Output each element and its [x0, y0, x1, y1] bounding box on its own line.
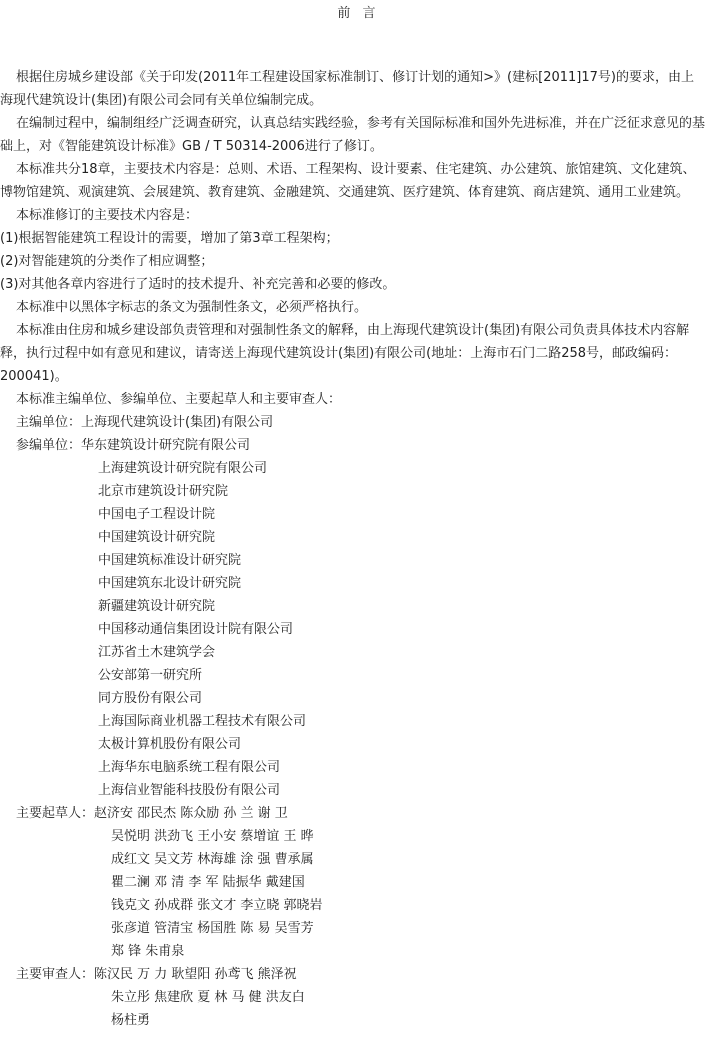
- paragraph-units-intro: 本标准主编单位、参编单位、主要起草人和主要审查人：: [16, 392, 342, 407]
- participating-unit: 公安部第一研究所: [98, 668, 203, 683]
- participating-unit: 中国建筑设计研究院: [98, 530, 216, 545]
- participating-unit: 中国电子工程设计院: [98, 507, 216, 522]
- participating-unit: 上海信业智能科技股份有限公司: [98, 783, 281, 798]
- chief-unit-label: 主编单位：: [16, 415, 82, 430]
- drafters-line: 吴悦明 洪劲飞 王小安 蔡增谊 王 晔: [111, 829, 314, 844]
- participating-unit: 上海国际商业机器工程技术有限公司: [98, 714, 307, 729]
- paragraph-mandatory: 本标准中以黑体字标志的条文为强制性条文，必须严格执行。: [16, 300, 368, 315]
- chief-unit: 上海现代建筑设计(集团)有限公司: [81, 415, 274, 430]
- paragraph-revisions-intro: 本标准修订的主要技术内容是：: [16, 208, 199, 223]
- reviewers-line: 杨柱勇: [111, 1013, 151, 1028]
- revision-item: (2)对智能建筑的分类作了相应调整；: [0, 254, 214, 269]
- participating-unit: 中国建筑东北设计研究院: [98, 576, 242, 591]
- participating-unit: 上海建筑设计研究院有限公司: [98, 461, 268, 476]
- drafters-row: [0, 802, 710, 825]
- participating-unit: 中国建筑标准设计研究院: [98, 553, 242, 568]
- paragraph-basis: 根据住房城乡建设部《关于印发(2011年工程建设国家标准制订、修订计划的通知>》(建标[2011]17号)的要求，由上海现代建筑设计(集团)有限公司会同有关单位编制完成。: [0, 70, 694, 108]
- revision-item: (1)根据智能建筑工程设计的需要，增加了第3章工程架构；: [0, 231, 339, 246]
- drafters-label: 主要起草人：: [16, 806, 95, 821]
- participating-unit: 江苏省土木建筑学会: [98, 645, 216, 660]
- drafters-line: 成红文 吴文芳 林海雄 涂 强 曹承属: [111, 852, 314, 867]
- reviewers-label: 主要审查人：: [16, 967, 95, 982]
- participating-unit: 华东建筑设计研究院有限公司: [81, 438, 251, 453]
- drafters-line: 瞿二澜 邓 清 李 军 陆振华 戴建国: [111, 875, 305, 890]
- reviewers-line: 陈汉民 万 力 耿望阳 孙鸢飞 熊泽祝: [94, 967, 297, 982]
- reviewers-line: 朱立彤 焦建欣 夏 林 马 健 洪友白: [111, 990, 305, 1005]
- drafters-line: 赵济安 邵民杰 陈众励 孙 兰 谢 卫: [94, 806, 288, 821]
- participating-unit: 新疆建筑设计研究院: [98, 599, 216, 614]
- paragraph-process: 在编制过程中，编制组经广泛调查研究，认真总结实践经验，参考有关国际标准和国外先进标准，并在广泛征求意见的基础上，对《智能建筑设计标准》GB / T 50314-2006进行了修订。: [0, 116, 706, 154]
- document-body: [0, 66, 710, 1032]
- participating-unit: 上海华东电脑系统工程有限公司: [98, 760, 281, 775]
- participating-label: 参编单位：: [16, 438, 82, 453]
- drafters-line: 张彦道 管清宝 杨国胜 陈 易 吴雪芳: [111, 921, 314, 936]
- participating-unit: 同方股份有限公司: [98, 691, 203, 706]
- paragraph-management: 本标准由住房和城乡建设部负责管理和对强制性条文的解释，由上海现代建筑设计(集团)有限公司负责具体技术内容解释，执行过程中如有意见和建议，请寄送上海现代建筑设计(集团)有限公司(地址：上海市石门二路258号，邮政编码：200041)。: [0, 323, 690, 384]
- revision-item: (3)对其他各章内容进行了适时的技术提升、补充完善和必要的修改。: [0, 277, 396, 292]
- participating-unit: 太极计算机股份有限公司: [98, 737, 242, 752]
- drafters-line: 钱克文 孙成群 张文才 李立晓 郭晓岩: [111, 898, 323, 913]
- participating-row: [0, 434, 710, 457]
- drafters-line: 郑 锋 朱甫泉: [111, 944, 185, 959]
- paragraph-chapters: 本标准共分18章，主要技术内容是：总则、术语、工程架构、设计要素、住宅建筑、办公建筑、旅馆建筑、文化建筑、博物馆建筑、观演建筑、会展建筑、教育建筑、金融建筑、交通建筑、医疗建筑、体育建筑、商店建筑、通用工业建筑。: [0, 162, 696, 200]
- participating-unit: 北京市建筑设计研究院: [98, 484, 229, 499]
- participating-unit: 中国移动通信集团设计院有限公司: [98, 622, 294, 637]
- chief-unit-row: [0, 411, 710, 434]
- reviewers-row: [0, 963, 710, 986]
- page-title: 前 言: [337, 6, 380, 21]
